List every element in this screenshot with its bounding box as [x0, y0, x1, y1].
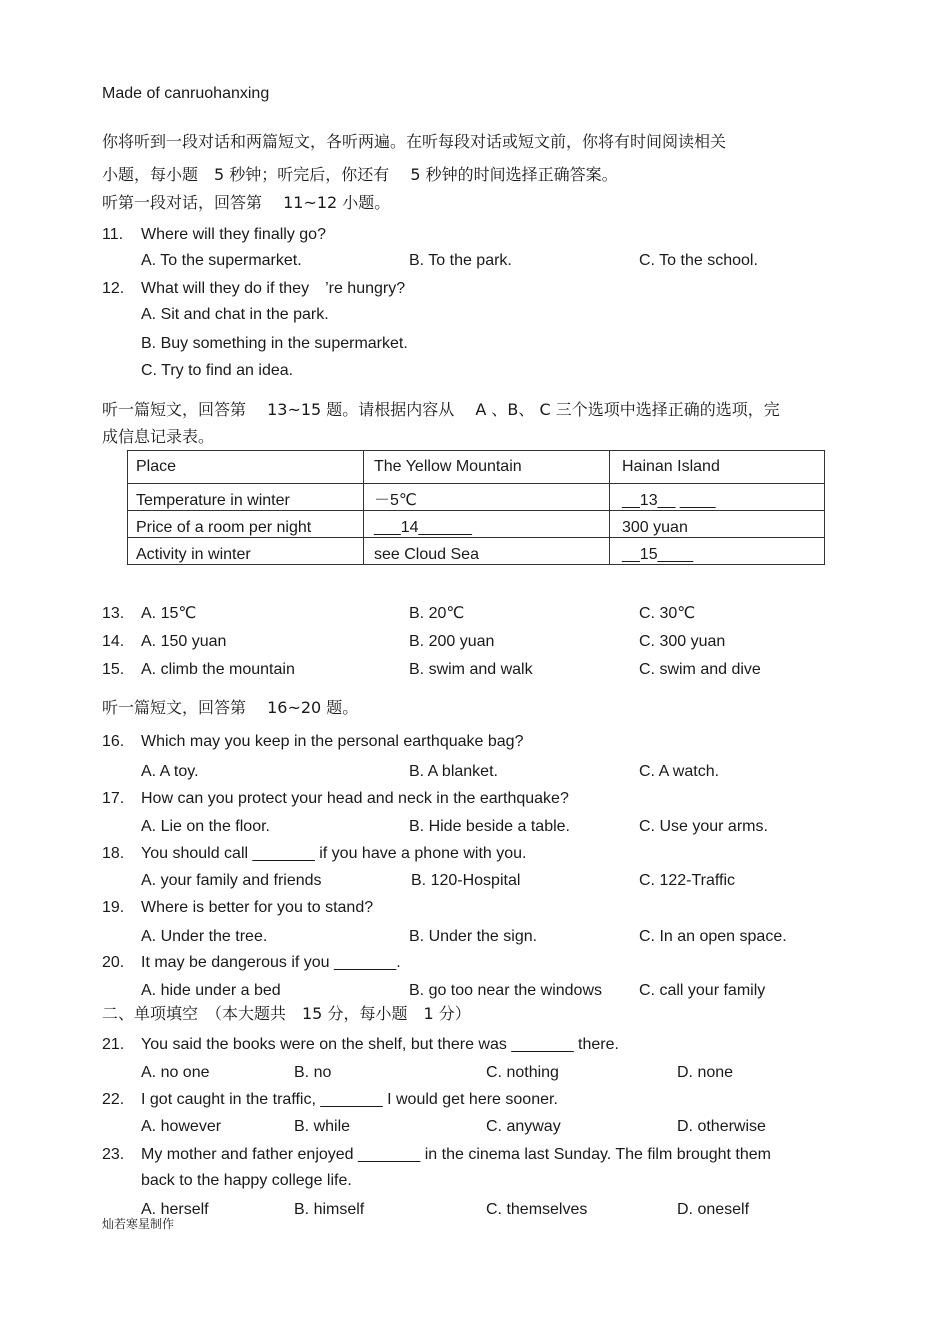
instructions-line-2: 小题，每小题 5 秒钟；听完后，你还有 5 秒钟的时间选择正确答案。	[102, 165, 618, 184]
q23-option-b: B. himself	[294, 1201, 365, 1218]
q12-option-a: A. Sit and chat in the park.	[141, 306, 329, 323]
q21-number: 21.	[102, 1036, 125, 1053]
q12-option-c: C. Try to find an idea.	[141, 362, 294, 379]
q12-text: What will they do if they ’re hungry?	[141, 280, 406, 297]
q23-number: 23.	[102, 1146, 125, 1163]
q17-option-c: C. Use your arms.	[639, 818, 768, 835]
table-cell: 300 yuan	[610, 511, 825, 538]
q12-option-b: B. Buy something in the supermarket.	[141, 335, 408, 352]
q18-option-c: C. 122-Traffic	[639, 872, 736, 889]
q19-option-a: A. Under the tree.	[141, 928, 268, 945]
q16-option-c: C. A watch.	[639, 763, 720, 780]
part1-heading: 听第一段对话，回答第 11~12 小题。	[102, 193, 391, 212]
table-header-hainan-island: Hainan Island	[610, 451, 825, 484]
q16-number: 16.	[102, 733, 125, 750]
q11-number: 11.	[102, 226, 124, 243]
q19-option-b: B. Under the sign.	[409, 928, 538, 945]
section2-heading: 二、单项填空 （本大题共 15 分，每小题 1 分）	[102, 1004, 471, 1023]
q21-option-b: B. no	[294, 1064, 332, 1081]
q21-option-d: D. none	[677, 1064, 734, 1081]
q22-option-a: A. however	[141, 1118, 222, 1135]
q16-option-b: B. A blanket.	[409, 763, 498, 780]
table-cell: Activity in winter	[128, 538, 364, 565]
q16-text: Which may you keep in the personal earthquake bag?	[141, 733, 524, 750]
q13-number: 13.	[102, 605, 125, 622]
q23-option-a: A. herself	[141, 1201, 209, 1218]
q20-option-b: B. go too near the windows	[409, 982, 603, 999]
q23-text: My mother and father enjoyed _______ in the cinema last Sunday. The film brought them	[141, 1146, 771, 1163]
q11-option-c: C. To the school.	[639, 252, 758, 269]
q19-option-c: C. In an open space.	[639, 928, 787, 945]
q23-option-c: C. themselves	[486, 1201, 588, 1218]
q18-option-b: B. 120-Hospital	[411, 872, 521, 889]
q15-number: 15.	[102, 661, 125, 678]
table-row	[128, 511, 825, 538]
q20-number: 20.	[102, 954, 125, 971]
q22-option-d: D. otherwise	[677, 1118, 766, 1135]
q19-number: 19.	[102, 899, 125, 916]
table-header-place: Place	[128, 451, 364, 484]
instructions-line-1: 你将听到一段对话和两篇短文，各听两遍。在听每段对话或短文前，你将有时间阅读相关	[102, 132, 727, 151]
q18-number: 18.	[102, 845, 125, 862]
q17-option-b: B. Hide beside a table.	[409, 818, 570, 835]
q15-option-b: B. swim and walk	[409, 661, 533, 678]
table-cell: Temperature in winter	[128, 484, 364, 511]
q22-option-b: B. while	[294, 1118, 351, 1135]
q22-option-c: C. anyway	[486, 1118, 561, 1135]
table-cell-blank-14: ___14______	[364, 511, 610, 538]
q22-number: 22.	[102, 1091, 125, 1108]
q17-text: How can you protect your head and neck in the earthquake?	[141, 790, 569, 807]
q14-option-c: C. 300 yuan	[639, 633, 726, 650]
info-record-table	[127, 450, 825, 565]
q21-text: You said the books were on the shelf, but there was _______ there.	[141, 1036, 619, 1053]
q22-text: I got caught in the traffic, _______ I would get here sooner.	[141, 1091, 558, 1108]
q20-option-a: A. hide under a bed	[141, 982, 281, 999]
q18-text: You should call _______ if you have a phone with you.	[141, 845, 527, 862]
q20-text: It may be dangerous if you _______.	[141, 954, 401, 971]
table-row	[128, 484, 825, 511]
q16-option-a: A. A toy.	[141, 763, 199, 780]
part2-line-1: 听一篇短文，回答第 13~15 题。请根据内容从 A 、B、 C 三个选项中选择正确的选项，完	[102, 400, 780, 419]
q14-number: 14.	[102, 633, 125, 650]
table-cell: see Cloud Sea	[364, 538, 610, 565]
q11-option-a: A. To the supermarket.	[141, 252, 302, 269]
table-header-yellow-mountain: The Yellow Mountain	[364, 451, 610, 484]
table-cell: Price of a room per night	[128, 511, 364, 538]
q13-option-c: C. 30℃	[639, 605, 696, 622]
q23-option-d: D. oneself	[677, 1201, 750, 1218]
table-cell-blank-15: __15____	[610, 538, 825, 565]
table-cell: －5℃	[364, 484, 610, 511]
q19-text: Where is better for you to stand?	[141, 899, 374, 916]
q21-option-c: C. nothing	[486, 1064, 559, 1081]
q12-number: 12.	[102, 280, 125, 297]
q20-option-c: C. call your family	[639, 982, 766, 999]
q18-option-a: A. your family and friends	[141, 872, 322, 889]
q17-option-a: A. Lie on the floor.	[141, 818, 270, 835]
q15-option-a: A. climb the mountain	[141, 661, 295, 678]
table-cell-blank-13: __13__ ____	[610, 484, 825, 511]
q14-option-a: A. 150 yuan	[141, 633, 227, 650]
part3-heading: 听一篇短文，回答第 16~20 题。	[102, 698, 359, 717]
q13-option-b: B. 20℃	[409, 605, 465, 622]
q14-option-b: B. 200 yuan	[409, 633, 495, 650]
q23-text-continued: back to the happy college life.	[141, 1172, 352, 1189]
table-header-row	[128, 451, 825, 484]
table-row	[128, 538, 825, 565]
part2-line-2: 成信息记录表。	[102, 427, 215, 446]
header-made-of: Made of canruohanxing	[102, 85, 270, 102]
q17-number: 17.	[102, 790, 125, 807]
q13-option-a: A. 15℃	[141, 605, 197, 622]
footer-credit: 灿若寒星制作	[102, 1217, 175, 1231]
q21-option-a: A. no one	[141, 1064, 210, 1081]
q11-option-b: B. To the park.	[409, 252, 512, 269]
q11-text: Where will they finally go?	[141, 226, 326, 243]
q15-option-c: C. swim and dive	[639, 661, 761, 678]
